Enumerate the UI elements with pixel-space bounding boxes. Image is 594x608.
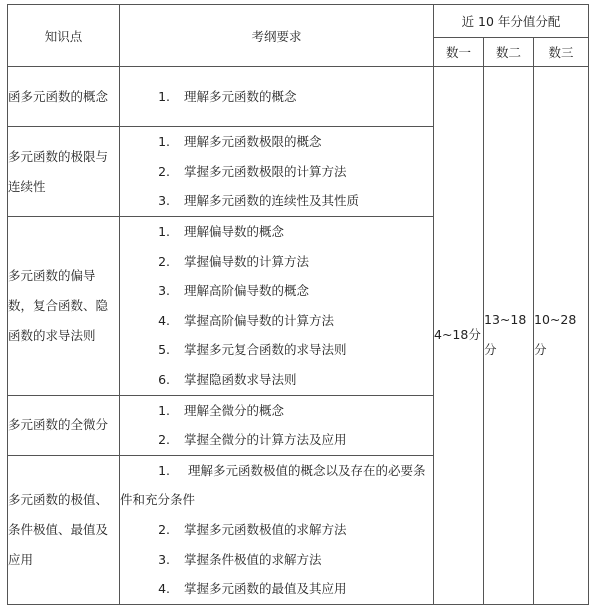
requirement-item (120, 365, 433, 395)
requirement-number: 3. (158, 283, 170, 299)
requirement-item (120, 82, 433, 112)
requirement-item (120, 335, 433, 365)
requirement-number: 1. (158, 134, 170, 150)
requirement-number: 3. (158, 193, 170, 209)
requirement-item (120, 276, 433, 306)
requirement-number: 2. (158, 432, 170, 448)
requirement-number: 6. (158, 371, 170, 387)
requirement-number: 2. (158, 253, 170, 269)
topic-cell: 函多元函数的概念 (8, 67, 120, 127)
requirements-cell (120, 217, 434, 396)
requirement-number: 3. (158, 551, 170, 567)
requirement-item (120, 247, 433, 277)
header-requirements: 考纲要求 (120, 5, 434, 67)
topic-cell: 多元函数的偏导数，复合函数、隐函数的求导法则 (8, 217, 120, 396)
requirements-cell (120, 127, 434, 217)
requirement-number: 1. (158, 462, 170, 478)
requirement-number: 2. (158, 163, 170, 179)
requirements-cell (120, 67, 434, 127)
requirement-number: 4. (158, 312, 170, 328)
requirement-item (120, 545, 433, 575)
requirement-text: 掌握全微分的计算方法及应用 (184, 432, 347, 448)
header-subject-math2: 数二 (484, 38, 534, 67)
requirement-number: 5. (158, 342, 170, 358)
score-math3: 10~28分 (534, 67, 589, 605)
header-subject-math3: 数三 (534, 38, 589, 67)
requirement-text: 掌握多元函数的最值及其应用 (184, 581, 347, 597)
requirement-number: 4. (158, 581, 170, 597)
requirement-item (120, 157, 433, 187)
requirement-text: 掌握条件极值的求解方法 (184, 551, 322, 567)
requirement-item (120, 127, 433, 157)
requirements-cell (120, 395, 434, 455)
requirement-text: 掌握多元函数极限的计算方法 (184, 163, 347, 179)
requirement-text: 掌握偏导数的计算方法 (184, 253, 310, 269)
requirement-text: 掌握多元函数极值的求解方法 (184, 521, 347, 537)
topic-cell: 多元函数的极值、条件极值、最值及应用 (8, 455, 120, 604)
requirement-text: 理解高阶偏导数的概念 (184, 283, 310, 299)
requirement-text: 理解多元函数的连续性及其性质 (184, 193, 360, 209)
header-subject-math1: 数一 (434, 38, 484, 67)
requirement-text: 理解多元函数极值的概念以及存在的必要条件和充分条件 (120, 462, 426, 508)
requirement-item (120, 425, 433, 455)
requirement-item (120, 186, 433, 216)
header-score-distribution: 近 10 年分值分配 (434, 5, 589, 38)
score-math2: 13~18分 (484, 67, 534, 605)
requirement-item (120, 574, 433, 604)
score-math1: 4~18分 (434, 67, 484, 605)
syllabus-table (7, 4, 589, 605)
requirement-text: 理解全微分的概念 (184, 402, 285, 418)
requirement-text: 理解偏导数的概念 (184, 224, 285, 239)
header-topic: 知识点 (8, 5, 120, 67)
requirement-text: 掌握多元复合函数的求导法则 (184, 342, 347, 358)
requirement-number: 1. (158, 88, 170, 104)
requirement-item (120, 515, 433, 545)
topic-cell: 多元函数的极限与连续性 (8, 127, 120, 217)
requirement-text: 理解多元函数的概念 (184, 88, 297, 104)
requirement-number: 1. (158, 402, 170, 418)
requirement-item (120, 306, 433, 336)
requirement-text: 理解多元函数极限的概念 (184, 134, 322, 150)
requirement-item (120, 217, 433, 247)
requirement-number: 2. (158, 521, 170, 537)
requirement-text: 掌握隐函数求导法则 (184, 371, 297, 387)
requirement-item (120, 396, 433, 426)
requirement-number: 1. (158, 224, 170, 239)
requirement-item (120, 456, 433, 515)
requirement-text: 掌握高阶偏导数的计算方法 (184, 312, 335, 328)
requirements-cell (120, 455, 434, 604)
topic-cell: 多元函数的全微分 (8, 395, 120, 455)
table-row (8, 67, 589, 127)
